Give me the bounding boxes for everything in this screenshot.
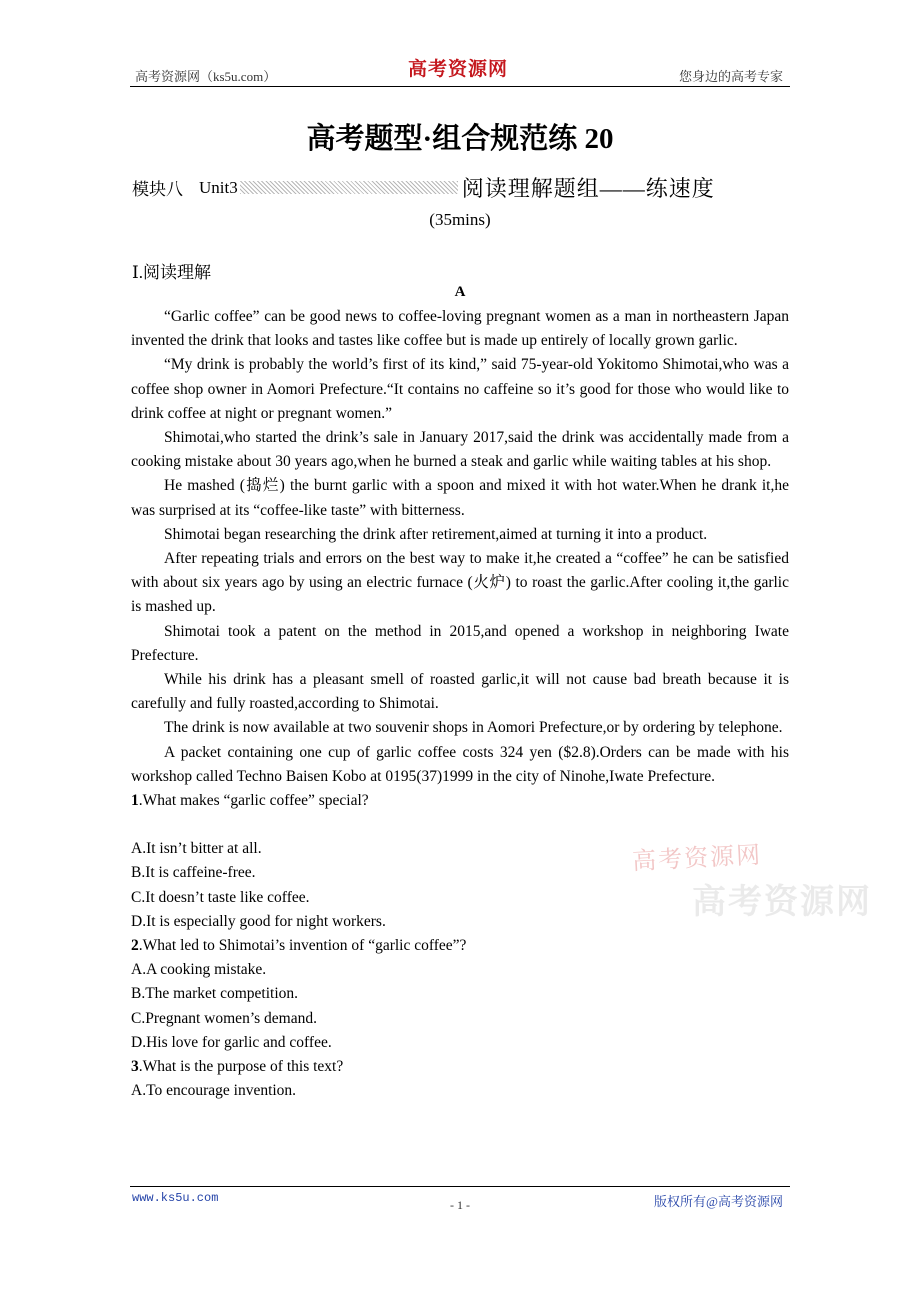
section-heading: Ⅰ.阅读理解 — [132, 263, 211, 282]
passage-label: A — [454, 284, 466, 300]
passage-body — [131, 305, 789, 1104]
footer-divider — [130, 1186, 790, 1187]
footer-link[interactable]: www.ks5u.com — [132, 1191, 219, 1205]
option-c: C.It doesn’t taste like coffee. — [131, 888, 310, 906]
option-b: B.It is caffeine-free. — [131, 864, 256, 882]
header-site-name: 高考资源网（ks5u.com） — [135, 69, 277, 84]
option-c: C.Pregnant women’s demand. — [131, 1009, 317, 1027]
header-slogan: 您身边的高考专家 — [678, 69, 783, 84]
page-title: 高考题型·组合规范练 20 — [306, 123, 614, 155]
option-a: A.It isn’t bitter at all. — [131, 840, 262, 858]
page-number: - 1 - — [450, 1198, 470, 1212]
paragraph: After repeating trials and errors on the best way to make it,he created a “coffee” he can be satisfied with about six years ago by using an electric furnace (火炉) to roast the garlic.After cooling it,the garlic is mashed up. — [131, 550, 789, 616]
question-3 — [131, 1055, 789, 1103]
option-a: A.To encourage invention. — [131, 1082, 297, 1100]
time-limit: (35mins) — [429, 210, 491, 229]
option-d: D.His love for garlic and coffee. — [131, 1033, 332, 1051]
question-text: .What is the purpose of this text? — [138, 1058, 344, 1076]
paragraph: While his drink has a pleasant smell of roasted garlic,it will not cause bad breath because it is carefully and fully roasted,according to Shimotai. — [131, 671, 789, 713]
paragraph: He mashed (捣烂) the burnt garlic with a spoon and mixed it with hot water.When he drank it,he was surprised at its “coffee-like taste” with bitterness. — [131, 477, 789, 519]
header-logo: 高考资源网 — [408, 59, 509, 80]
answer-space — [131, 813, 789, 837]
paragraph: A packet containing one cup of garlic coffee costs 324 yen ($2.8).Orders can be made with his workshop called Techno Baisen Kobo at 0195(37)1999 in the city of Ninohe,Iwate Prefecture. — [131, 743, 789, 785]
subtitle-module: 模块八 — [132, 180, 183, 199]
paragraph: “My drink is probably the world’s first of its kind,” said 75-year-old Yokitomo Shimotai,who was a coffee shop owner in Aomori Prefecture.“It contains no caffeine so it’s good for those who would like to drink coffee at night or pregnant women.” — [131, 356, 789, 422]
question-stem — [131, 934, 789, 958]
question-text: .What makes “garlic coffee” special? — [138, 792, 369, 810]
question-stem — [131, 789, 789, 813]
question-stem — [131, 1055, 789, 1079]
subtitle-unit: Unit3 — [199, 177, 238, 197]
question-number: 3 — [131, 1058, 139, 1076]
paragraph: Shimotai took a patent on the method in 2015,and opened a workshop in neighboring Iwate Prefecture. — [131, 622, 789, 664]
question-number: 2 — [131, 937, 139, 955]
option-a: A.A cooking mistake. — [131, 961, 267, 979]
subtitle-group: 阅读理解题组——练速度 — [461, 176, 715, 201]
subtitle-hatch-bar — [240, 181, 458, 194]
question-2 — [131, 934, 789, 1055]
paragraph: “Garlic coffee” can be good news to coffee-loving pregnant women as a man in northeastern Japan invented the drink that looks and tastes like coffee but is made up entirely of locally grown garlic. — [131, 308, 789, 350]
option-d: D.It is especially good for night workers. — [131, 912, 386, 930]
footer-copyright: 版权所有@高考资源网 — [654, 1194, 783, 1209]
watermark-bottom: 高考资源网 — [692, 884, 872, 921]
question-number: 1 — [131, 792, 139, 810]
option-b: B.The market competition. — [131, 985, 299, 1003]
header-divider — [130, 86, 790, 87]
paragraph: Shimotai,who started the drink’s sale in January 2017,said the drink was accidentally made from a cooking mistake about 30 years ago,when he burned a steak and garlic while waiting tables at his shop. — [131, 429, 789, 471]
paragraph: Shimotai began researching the drink after retirement,aimed at turning it into a product. — [164, 525, 708, 543]
paragraph: The drink is now available at two souvenir shops in Aomori Prefecture,or by ordering by telephone. — [164, 719, 783, 737]
subtitle-row — [132, 172, 715, 203]
question-text: .What led to Shimotai’s invention of “garlic coffee”? — [138, 937, 467, 955]
watermark-top: 高考资源网 — [631, 842, 763, 876]
